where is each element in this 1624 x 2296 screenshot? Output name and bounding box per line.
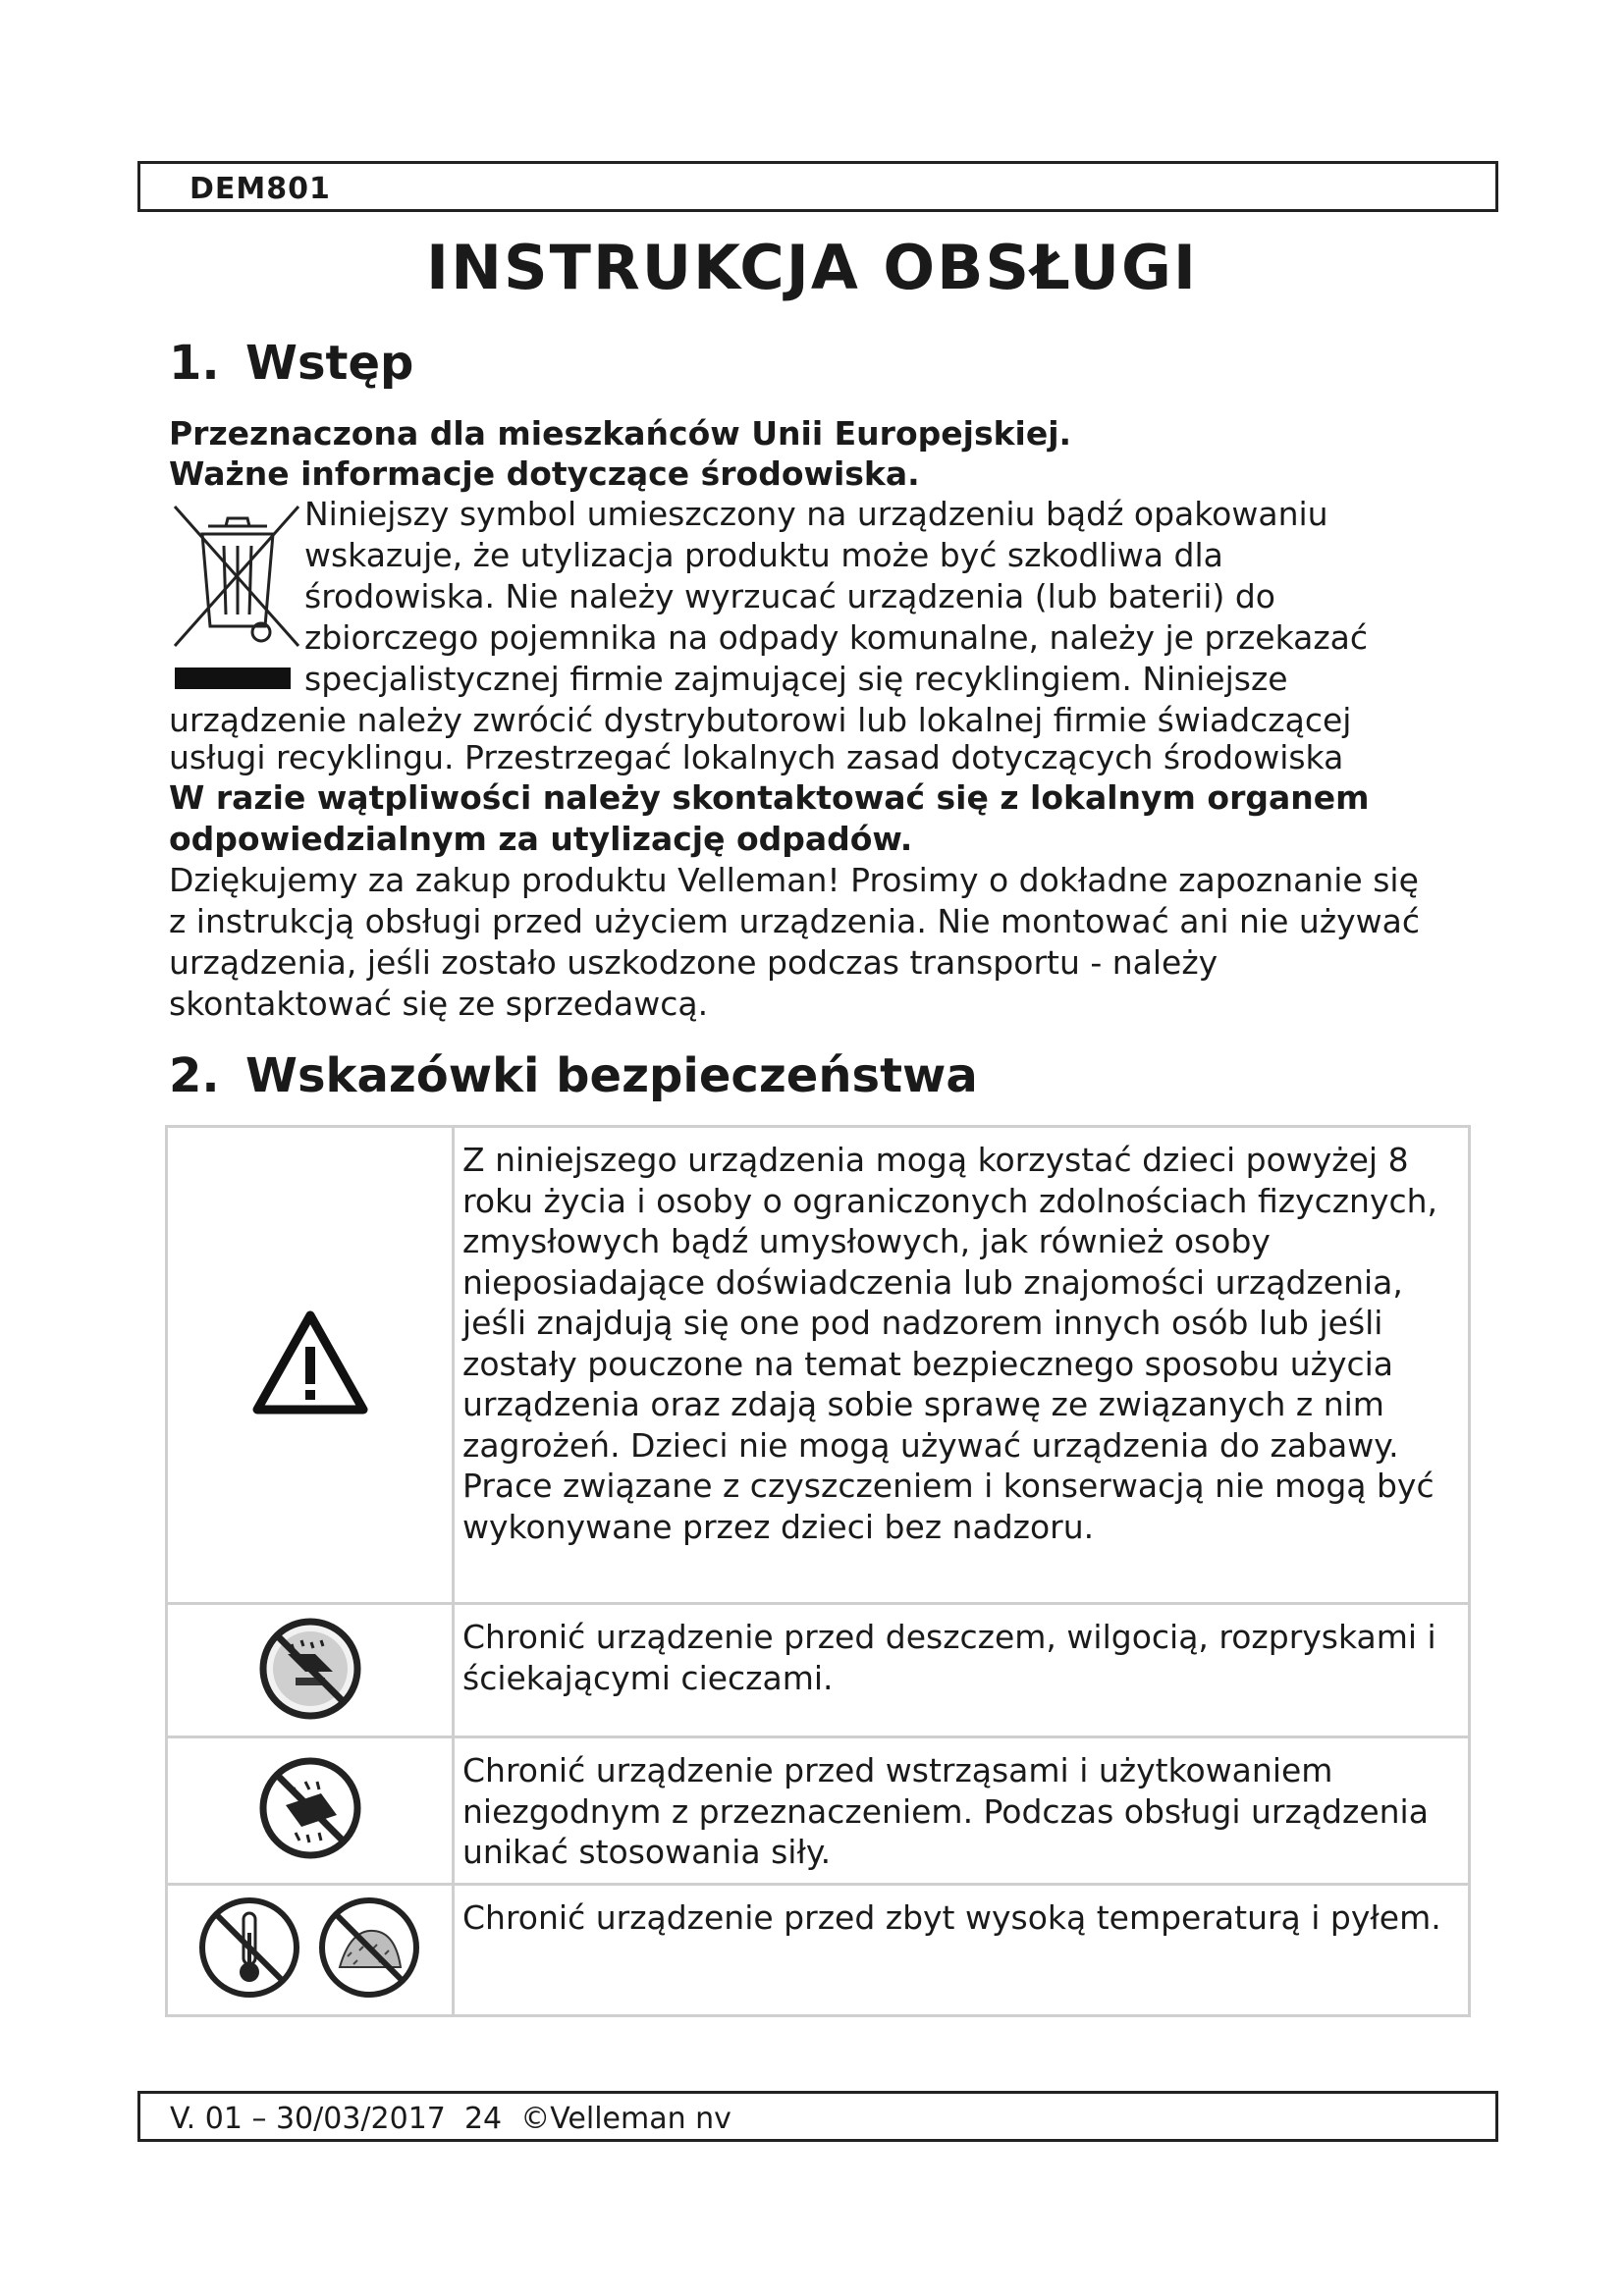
header-box <box>137 161 1498 212</box>
env-line-3: środowiska. Nie należy wyrzucać urządzenia (lub baterii) do <box>304 577 1275 615</box>
env-line-4: zbiorczego pojemnika na odpady komunalne, należy je przekazać <box>304 618 1369 657</box>
safety-icon-cell <box>167 1737 454 1885</box>
intro-bold-env: Ważne informacje dotyczące środowiska. <box>169 454 920 493</box>
model-number: DEM801 <box>189 172 331 206</box>
safety-icon-cell <box>167 1127 454 1604</box>
section-2-heading <box>169 1048 978 1103</box>
safety-text: Z niniejszego urządzenia mogą korzystać dzieci powyżej 8 roku życia i osoby o ograniczonych zdolnościach fizycznych, zmysłowych bądź umysłowych, jak również osoby nieposiadające doświadczenia lub znajomości urządzenia, jeśli znajdują się one pod nadzorem innych osób lub jeśli zostały pouczone na temat bezpiecznego sposobu użycia urządzenia oraz zdają sobie sprawę ze związanych z nim zagrożeń. Dzieci nie mogą używać urządzenia do zabawy. Prace związane z czyszczeniem i konserwacją nie mogą być wykonywane przez dzieci bez nadzoru. <box>454 1127 1470 1604</box>
no-shock-icon <box>256 1754 364 1862</box>
env-line-5: specjalistycznej firmie zajmującej się recyklingiem. Niniejsze <box>304 660 1288 698</box>
section-1-number: 1. <box>169 336 220 391</box>
safety-text: Chronić urządzenie przed wstrząsami i użytkowaniem niezgodnym z przeznaczeniem. Podczas obsługi urządzenia unikać stosowania siły. <box>454 1737 1470 1885</box>
section-2-title: Wskazówki bezpieczeństwa <box>245 1048 978 1103</box>
env-line-1: Niniejszy symbol umieszczony na urządzeniu bądź opakowaniu <box>304 495 1328 533</box>
safety-row <box>167 1604 1470 1737</box>
safety-icon-cell <box>167 1604 454 1737</box>
env-cont-line-2: usługi recyklingu. Przestrzegać lokalnych zasad dotyczących środowiska <box>169 738 1344 776</box>
env-line-2: wskazuje, że utylizacja produktu może być szkodliwa dla <box>304 536 1223 574</box>
no-rain-moisture-icon <box>256 1615 364 1723</box>
intro-bold-eu: Przeznaczona dla mieszkańców Unii Europejskiej. <box>169 414 1072 453</box>
thanks-paragraph: Dziękujemy za zakup produktu Velleman! Prosimy o dokładne zapoznanie się z instrukcją obsługi przed użyciem urządzenia. Nie montować ani nie używać urządzenia, jeśli zostało uszkodzone podczas transportu - należy skontaktować się ze sprzedawcą. <box>169 861 1421 1023</box>
safety-text: Chronić urządzenie przed deszczem, wilgocią, rozpryskami i ściekającymi cieczami. <box>454 1604 1470 1737</box>
doubt-notice: W razie wątpliwości należy skontaktować się z lokalnym organem odpowiedzialnym za utylizację odpadów. <box>169 778 1370 858</box>
warning-triangle-icon <box>251 1309 369 1417</box>
weee-crossed-bin-icon <box>167 499 304 695</box>
safety-row <box>167 1127 1470 1604</box>
safety-row <box>167 1884 1470 2015</box>
no-heat-dust-icon <box>192 1894 428 2002</box>
safety-table <box>165 1125 1471 2017</box>
safety-text: Chronić urządzenie przed zbyt wysoką temperaturą i pyłem. <box>454 1884 1470 2015</box>
env-cont-line-1: urządzenie należy zwrócić dystrybutorowi lub lokalnej firmie świadczącej <box>169 701 1352 739</box>
safety-row <box>167 1737 1470 1885</box>
footer-box <box>137 2091 1498 2142</box>
safety-icon-cell <box>167 1884 454 2015</box>
no-dust-icon <box>322 1900 416 1995</box>
no-heat-icon <box>202 1900 297 1995</box>
page-title: INSTRUKCJA OBSŁUGI <box>426 232 1198 303</box>
section-2-number: 2. <box>169 1048 220 1103</box>
section-1-heading <box>169 336 413 391</box>
section-1-title: Wstęp <box>245 336 414 391</box>
footer-version: V. 01 – 30/03/2017 24 ©Velleman nv <box>170 2102 731 2136</box>
